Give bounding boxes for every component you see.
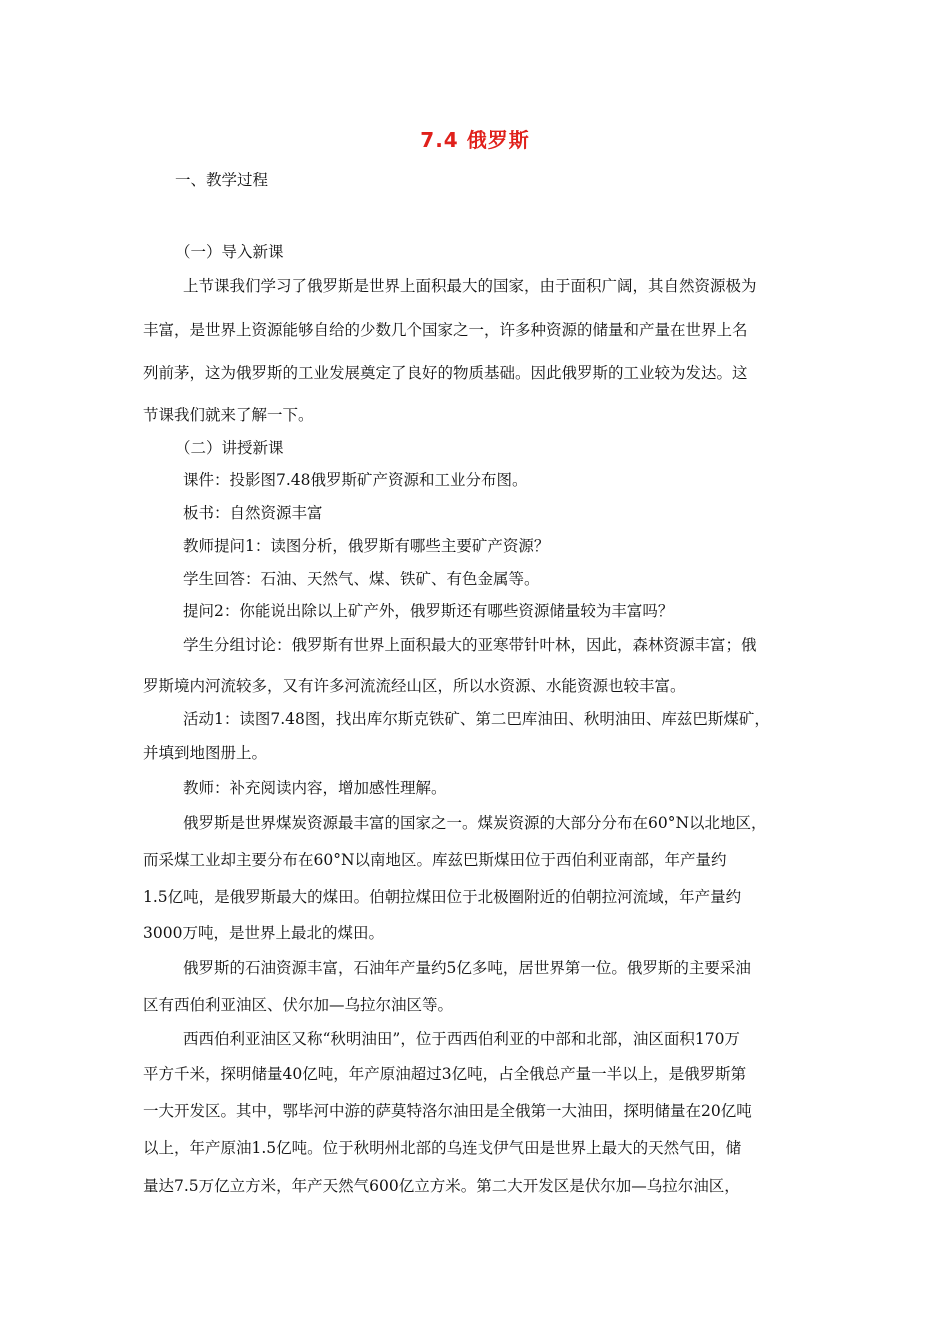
paragraph-line: 提问2：你能说出除以上矿产外，俄罗斯还有哪些资源储量较为丰富吗？	[183, 602, 674, 620]
paragraph-line: 俄罗斯的石油资源丰富，石油年产量约5亿多吨，居世界第一位。俄罗斯的主要采油	[183, 959, 751, 977]
paragraph-line: 罗斯境内河流较多，又有许多河流流经山区，所以水资源、水能资源也较丰富。	[143, 677, 686, 695]
paragraph-line: 以上，年产原油1.5亿吨。位于秋明州北部的乌连戈伊气田是世界上最大的天然气田，储	[143, 1139, 742, 1157]
page-title: 7.4 俄罗斯	[420, 128, 530, 152]
subsection-heading: （二）讲授新课	[175, 439, 284, 457]
paragraph-line: 3000万吨，是世界上最北的煤田。	[143, 924, 384, 942]
paragraph-line: 课件：投影图7.48俄罗斯矿产资源和工业分布图。	[183, 471, 528, 489]
paragraph-line: 并填到地图册上。	[143, 744, 268, 762]
paragraph-line: 板书：自然资源丰富	[183, 504, 323, 522]
intro-line: 丰富，是世界上资源能够自给的少数几个国家之一，许多种资源的储量和产量在世界上名	[143, 321, 748, 339]
intro-line: 列前茅，这为俄罗斯的工业发展奠定了良好的物质基础。因此俄罗斯的工业较为发达。这	[143, 364, 748, 382]
intro-line: 节课我们就来了解一下。	[143, 406, 314, 424]
paragraph-line: 一大开发区。其中，鄂毕河中游的萨莫特洛尔油田是全俄第一大油田，探明储量在20亿吨	[143, 1102, 752, 1120]
paragraph-line: 1.5亿吨，是俄罗斯最大的煤田。伯朝拉煤田位于北极圈附近的伯朝拉河流域，年产量约	[143, 888, 742, 906]
intro-line: 上节课我们学习了俄罗斯是世界上面积最大的国家，由于面积广阔，其自然资源极为	[183, 277, 757, 295]
paragraph-line: 量达7.5万亿立方米，年产天然气600亿立方米。第二大开发区是伏尔加—乌拉尔油区，	[143, 1177, 740, 1195]
paragraph-line: 教师：补充阅读内容，增加感性理解。	[183, 779, 447, 797]
subsection-heading: （一）导入新课	[175, 243, 284, 261]
paragraph-line: 教师提问1：读图分析，俄罗斯有哪些主要矿产资源？	[183, 537, 550, 555]
paragraph-line: 西西伯利亚油区又称“秋明油田”，位于西西伯利亚的中部和北部，油区面积170万	[183, 1030, 740, 1048]
paragraph-line: 平方千米，探明储量40亿吨，年产原油超过3亿吨，占全俄总产量一半以上，是俄罗斯第	[143, 1065, 747, 1083]
section-heading: 一、教学过程	[175, 171, 269, 189]
paragraph-line: 学生回答：石油、天然气、煤、铁矿、有色金属等。	[183, 570, 540, 588]
paragraph-line: 俄罗斯是世界煤炭资源最丰富的国家之一。煤炭资源的大部分分布在60°N以北地区，	[183, 814, 767, 832]
paragraph-line: 活动1：读图7.48图，找出库尔斯克铁矿、第二巴库油田、秋明油田、库兹巴斯煤矿，	[183, 710, 770, 728]
paragraph-line: 区有西伯利亚油区、伏尔加—乌拉尔油区等。	[143, 996, 454, 1014]
paragraph-line: 而采煤工业却主要分布在60°N以南地区。库兹巴斯煤田位于西伯利亚南部，年产量约	[143, 851, 727, 869]
paragraph-line: 学生分组讨论：俄罗斯有世界上面积最大的亚寒带针叶林，因此，森林资源丰富；俄	[183, 636, 757, 654]
